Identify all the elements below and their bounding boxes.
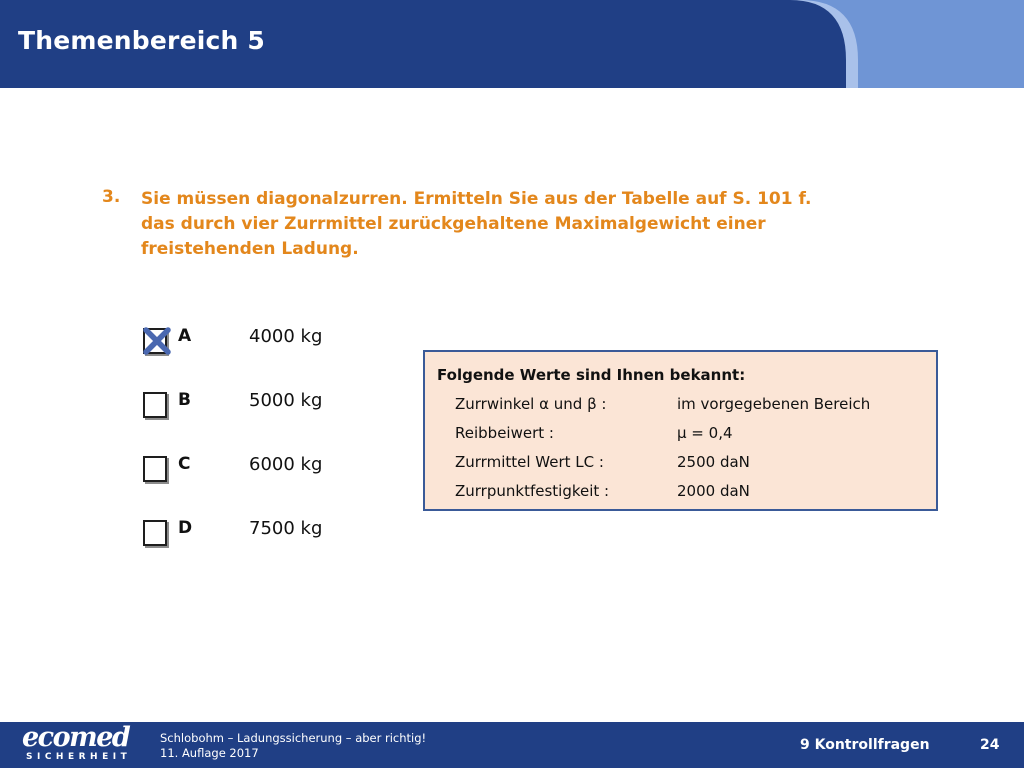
page-number: 24 (980, 737, 1000, 753)
answer-option-b[interactable] (140, 390, 370, 422)
header-band (0, 0, 1024, 88)
page-title: Themenbereich 5 (18, 26, 266, 55)
section-label: 9 Kontrollfragen (800, 737, 930, 753)
answer-checkbox-d[interactable] (143, 520, 167, 546)
credit-title: Schlobohm – Ladungssicherung – aber richtig! (160, 731, 427, 745)
answer-value: 6000 kg (249, 454, 323, 475)
answer-checkbox-a[interactable] (143, 328, 167, 354)
known-value-value: im vorgegebenen Bereich (677, 395, 871, 413)
known-values-heading: Folgende Werte sind Ihnen bekannt: (437, 366, 746, 384)
question-line-2: das durch vier Zurrmittel zurückgehaltene Maximalgewicht einer (141, 214, 766, 234)
answer-letter: B (178, 390, 191, 410)
question-number: 3. (102, 187, 121, 207)
question-line-3: freistehenden Ladung. (141, 239, 359, 259)
answer-option-d[interactable] (140, 518, 370, 550)
known-value-label: Reibbeiwert : (455, 424, 554, 442)
known-value-label: Zurrmittel Wert LC : (455, 453, 604, 471)
book-credit (160, 731, 426, 761)
answer-letter: D (178, 518, 193, 538)
answer-checkbox-c[interactable] (143, 456, 167, 482)
question-line-1: Sie müssen diagonalzurren. Ermitteln Sie aus der Tabelle auf S. 101 f. (141, 189, 812, 209)
ecomed-logo (22, 722, 132, 764)
answer-option-a[interactable] (140, 326, 370, 358)
answer-option-c[interactable] (140, 454, 370, 486)
known-value-value: 2000 daN (677, 482, 750, 500)
answer-value: 7500 kg (249, 518, 323, 539)
credit-edition: 11. Auflage 2017 (160, 746, 259, 760)
answer-checkbox-b[interactable] (143, 392, 167, 418)
known-values-box (423, 350, 938, 511)
answer-value: 4000 kg (249, 326, 323, 347)
answer-letter: C (178, 454, 191, 474)
known-value-label: Zurrpunktfestigkeit : (455, 482, 610, 500)
checked-x-icon (140, 324, 174, 358)
footer-bar (0, 722, 1024, 768)
question-text (141, 187, 941, 262)
answer-letter: A (178, 326, 192, 346)
known-value-value: 2500 daN (677, 453, 750, 471)
logo-wordmark: ecomed (22, 722, 130, 753)
known-value-value: μ = 0,4 (677, 424, 733, 442)
logo-subtitle: SICHERHEIT (26, 752, 132, 762)
answer-value: 5000 kg (249, 390, 323, 411)
known-value-label: Zurrwinkel α und β : (455, 395, 607, 413)
